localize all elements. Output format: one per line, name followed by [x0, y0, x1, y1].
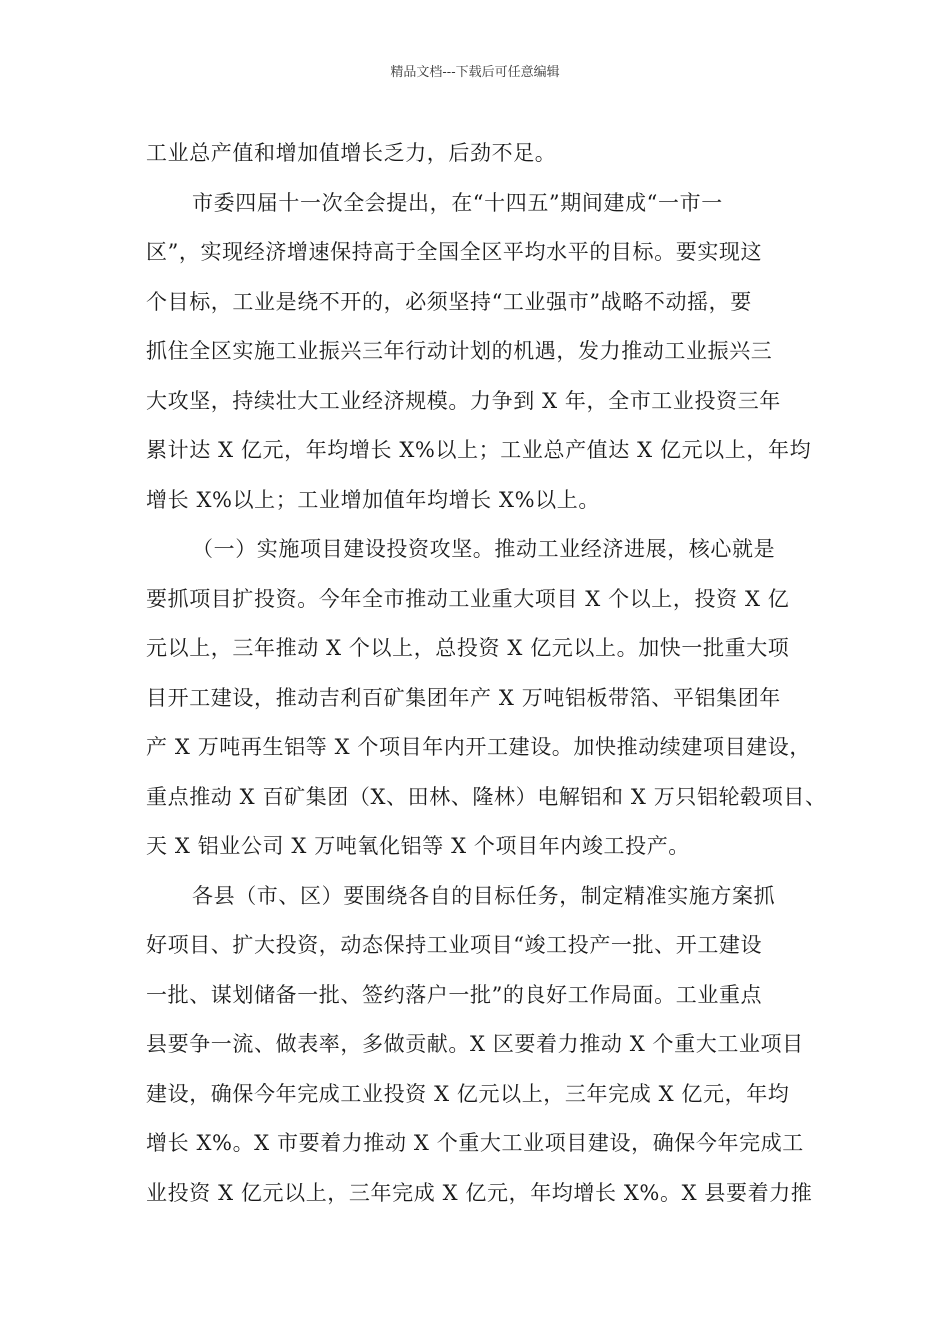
paragraph-first-line: 各县（市、区）要围绕各自的目标任务，制定精准实施方案抓	[192, 883, 776, 908]
paragraph-line: 业投资 X 亿元以上，三年完成 X 亿元，年均增长 X%。X 县要着力推	[146, 1180, 813, 1205]
paragraph-line: 增长 X%。X 市要着力推动 X 个重大工业项目建设，确保今年完成工	[146, 1131, 804, 1155]
paragraph-first-line: （一）实施项目建设投资攻坚。推动工业经济进展，核心就是	[192, 537, 776, 561]
paragraph-line: 个目标，工业是绕不开的，必须坚持“工业强市”战略不动摇，要	[146, 289, 752, 314]
paragraph-line: 累计达 X 亿元，年均增长 X%以上；工业总产值达 X 亿元以上，年均	[146, 438, 812, 462]
paragraph-line: 增长 X%以上；工业增加值年均增长 X%以上。	[146, 487, 600, 512]
paragraph-line: 重点推动 X 百矿集团（X、田林、隆林）电解铝和 X 万只铝轮毂项目、	[146, 784, 827, 809]
paragraph-first-line: 市委四届十一次全会提出，在“十四五”期间建成“一市一	[192, 190, 723, 215]
page-header: 精品文档---下载后可任意编辑	[390, 65, 560, 80]
paragraph-line: 抓住全区实施工业振兴三年行动计划的机遇，发力推动工业振兴三	[146, 339, 773, 363]
paragraph-line: 县要争一流、做表率，多做贡献。X 区要着力推动 X 个重大工业项目	[146, 1032, 804, 1056]
paragraph-line: 产 X 万吨再生铝等 X 个项目年内开工建设。加快推动续建项目建设，	[146, 735, 811, 759]
paragraph-line: 元以上，三年推动 X 个以上，总投资 X 亿元以上。加快一批重大项	[146, 636, 790, 660]
paragraph-line: 目开工建设，推动吉利百矿集团年产 X 万吨铝板带箔、平铝集团年	[146, 685, 781, 710]
paragraph-line: 区”，实现经济增速保持高于全国全区平均水平的目标。要实现这	[146, 240, 763, 264]
paragraph-line: 大攻坚，持续壮大工业经济规模。力争到 X 年，全市工业投资三年	[146, 388, 781, 413]
paragraph-line: 好项目、扩大投资，动态保持工业项目“竣工投产一批、开工建设	[146, 933, 763, 957]
paragraph-line: 天 X 铝业公司 X 万吨氧化铝等 X 个项目年内竣工投产。	[146, 834, 690, 858]
paragraph-line: 要抓项目扩投资。今年全市推动工业重大项目 X 个以上，投资 X 亿	[146, 586, 790, 611]
paragraph-line: 建设，确保今年完成工业投资 X 亿元以上，三年完成 X 亿元，年均	[146, 1081, 790, 1106]
paragraph-line: 一批、谋划储备一批、签约落户一批”的良好工作局面。工业重点	[146, 982, 763, 1007]
paragraph-line: 工业总产值和增加值增长乏力，后劲不足。	[146, 141, 557, 165]
